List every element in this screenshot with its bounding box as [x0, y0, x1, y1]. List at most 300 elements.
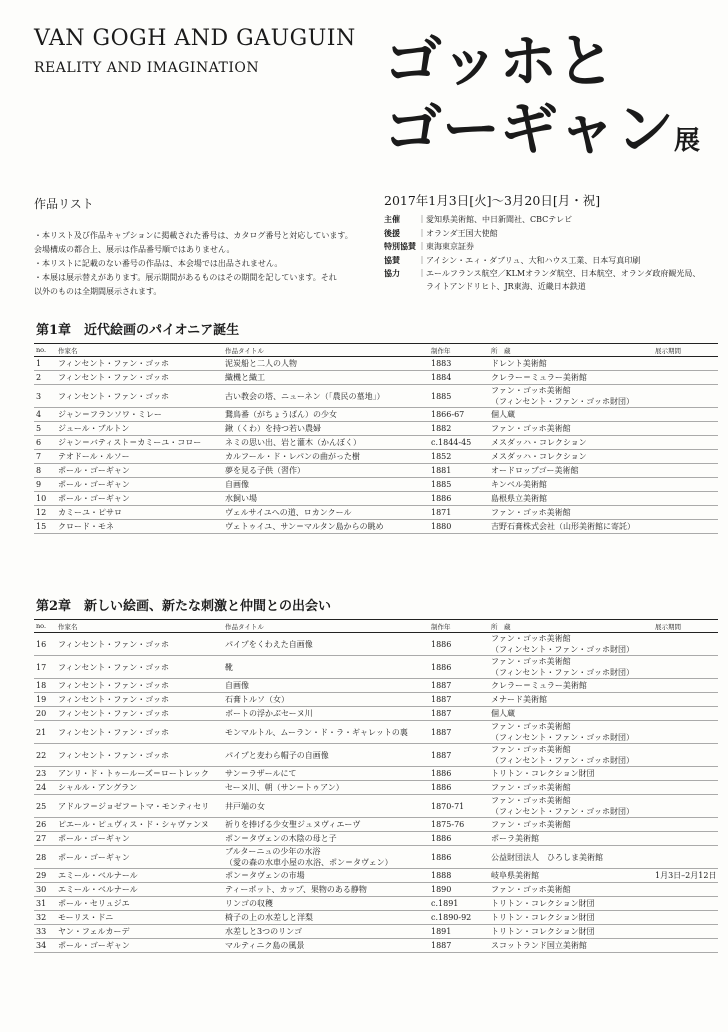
- credit-value: オランダ王国大使館: [426, 228, 498, 238]
- work-title: [223, 357, 429, 371]
- chapter1-table: [34, 343, 718, 534]
- work-collection-line: 島根県立美術館: [491, 494, 547, 503]
- work-year: 1886: [429, 492, 489, 506]
- work-title-line: 織機と織工: [225, 373, 265, 382]
- work-collection-line: トリトン・コレクション財団: [491, 769, 595, 778]
- work-year: 1891: [429, 925, 489, 939]
- table-row: [34, 450, 718, 464]
- works-list-label: 作品リスト: [34, 197, 94, 211]
- table-row: [34, 925, 718, 939]
- work-period: [653, 846, 718, 869]
- work-year: 1885: [429, 385, 489, 408]
- table-row: [34, 385, 718, 408]
- work-period: [653, 911, 718, 925]
- table-row: [34, 721, 718, 744]
- work-number: 18: [34, 679, 56, 693]
- work-title-line2: （愛の森の水車小屋の水浴、ポン＝タヴェン）: [225, 858, 393, 867]
- work-period: [653, 357, 718, 371]
- english-subtitle: REALITY AND IMAGINATION: [34, 60, 260, 76]
- work-period: [653, 818, 718, 832]
- work-period: [653, 520, 718, 534]
- work-period: [653, 767, 718, 781]
- english-title: VAN GOGH AND GAUGUIN: [34, 26, 356, 51]
- work-period: [653, 744, 718, 767]
- table-row: [34, 869, 718, 883]
- work-title: [223, 450, 429, 464]
- chapter2-heading: 第2章 新しい絵画、新たな刺激と仲間との出会い: [36, 599, 332, 614]
- work-number: 26: [34, 818, 56, 832]
- work-artist: アドルフ＝ジョゼフ＝トマ・モンティセリ: [56, 795, 223, 818]
- work-collection-line: オードロップゴー美術館: [491, 466, 579, 475]
- work-year: 1881: [429, 464, 489, 478]
- work-artist: ジャン＝バティスト＝カミーユ・コロー: [56, 436, 223, 450]
- chapter1-heading: 第1章 近代絵画のパイオニア誕生: [36, 323, 240, 338]
- work-period: [653, 925, 718, 939]
- work-period: [653, 408, 718, 422]
- work-collection-line2: （フィンセント・ファン・ゴッホ財団）: [491, 807, 635, 816]
- work-year: 1886: [429, 832, 489, 846]
- credit-separator: ｜: [418, 255, 426, 265]
- work-year: 1887: [429, 679, 489, 693]
- work-title: [223, 781, 429, 795]
- work-period: [653, 633, 718, 656]
- work-collection: [489, 357, 653, 371]
- work-collection-line: 個人蔵: [491, 410, 515, 419]
- note-line: ・本展は展示替えがあります。展示期間があるものはその期間を記しています。それ: [34, 273, 337, 282]
- work-title-line: ポン＝タヴェンの木陰の母と子: [225, 834, 337, 843]
- work-year: 1852: [429, 450, 489, 464]
- work-title-line: パイプと麦わら帽子の自画像: [225, 750, 329, 760]
- japanese-title-suffix: 展: [674, 126, 701, 156]
- work-title-line: 自画像: [225, 480, 249, 489]
- credit-key: 協賛: [384, 254, 400, 265]
- work-title: [223, 520, 429, 534]
- work-title: [223, 707, 429, 721]
- work-number: 34: [34, 939, 56, 953]
- work-period: [653, 707, 718, 721]
- credit-row: [384, 254, 700, 268]
- work-collection: [489, 371, 653, 385]
- work-title-line: ブルターニュの少年の水浴: [225, 847, 321, 856]
- work-artist: フィンセント・ファン・ゴッホ: [56, 721, 223, 744]
- table-row: [34, 693, 718, 707]
- work-number: 33: [34, 925, 56, 939]
- work-number: 24: [34, 781, 56, 795]
- table-row: [34, 781, 718, 795]
- work-artist: ポール・ゴーギャン: [56, 478, 223, 492]
- work-number: 2: [34, 371, 56, 385]
- work-title: [223, 679, 429, 693]
- work-title-line: 古い教会の塔、ニューネン（「農民の墓地」）: [225, 391, 385, 401]
- work-title: [223, 767, 429, 781]
- table-row: [34, 422, 718, 436]
- work-collection-line: ポーラ美術館: [491, 834, 539, 843]
- work-collection: [489, 633, 653, 656]
- notes-block: [34, 229, 364, 299]
- work-period: [653, 721, 718, 744]
- work-number: 16: [34, 633, 56, 656]
- work-number: 5: [34, 422, 56, 436]
- work-period: [653, 385, 718, 408]
- table-row: [34, 795, 718, 818]
- work-title-line: マルティニク島の風景: [225, 941, 305, 950]
- japanese-title-main: ゴーギャン: [384, 95, 675, 163]
- work-title-line: 鍬（くわ）を持つ若い農婦: [225, 424, 321, 433]
- work-collection-line: トリトン・コレクション財団: [491, 913, 595, 922]
- work-number: 30: [34, 883, 56, 897]
- table-row: [34, 832, 718, 846]
- chapter2-table: [34, 619, 718, 953]
- work-collection-line: ファン・ゴッホ美術館: [491, 424, 571, 433]
- work-artist: エミール・ベルナール: [56, 883, 223, 897]
- work-title-line: ボートの浮かぶセーヌ川: [225, 709, 313, 718]
- work-artist: テオドール・ルソー: [56, 450, 223, 464]
- table-row: [34, 506, 718, 520]
- work-title: [223, 656, 429, 679]
- work-collection: [489, 656, 653, 679]
- work-period: [653, 422, 718, 436]
- work-artist: エミール・ベルナール: [56, 869, 223, 883]
- work-number: 3: [34, 385, 56, 408]
- work-title: [223, 506, 429, 520]
- work-year: 1875-76: [429, 818, 489, 832]
- work-collection: [489, 707, 653, 721]
- column-header-no: no.: [34, 344, 56, 357]
- work-number: 31: [34, 897, 56, 911]
- credit-row: [384, 267, 700, 281]
- table-row: [34, 371, 718, 385]
- work-collection-line2: （フィンセント・ファン・ゴッホ財団）: [491, 756, 635, 765]
- column-header-artist: 作家名: [56, 620, 223, 633]
- table-row: [34, 897, 718, 911]
- work-number: 8: [34, 464, 56, 478]
- work-year: 1866-67: [429, 408, 489, 422]
- work-collection: [489, 520, 653, 534]
- work-artist: ポール・ゴーギャン: [56, 939, 223, 953]
- work-year: 1886: [429, 767, 489, 781]
- credit-separator: ｜: [418, 215, 426, 224]
- credit-value: 東海東京証券: [426, 242, 474, 252]
- work-number: 1: [34, 357, 56, 371]
- work-title-line: 水差しと3つのリンゴ: [225, 927, 303, 936]
- work-collection-line: 公益財団法人 ひろしま美術館: [491, 852, 603, 862]
- work-number: 9: [34, 478, 56, 492]
- work-collection: [489, 869, 653, 883]
- work-collection-line2: （フィンセント・ファン・ゴッホ財団）: [491, 733, 635, 742]
- work-number: 21: [34, 721, 56, 744]
- column-header-year: 制作年: [429, 344, 489, 357]
- work-title-line: 井戸端の女: [225, 801, 265, 811]
- work-period: [653, 371, 718, 385]
- work-title-line: リンゴの収穫: [225, 899, 273, 908]
- work-period: [653, 656, 718, 679]
- work-collection: [489, 422, 653, 436]
- work-year: 1887: [429, 744, 489, 767]
- work-year: 1887: [429, 707, 489, 721]
- work-title: [223, 832, 429, 846]
- work-artist: クロード・モネ: [56, 520, 223, 534]
- column-header-artist: 作家名: [56, 344, 223, 357]
- table-row: [34, 767, 718, 781]
- work-collection: [489, 744, 653, 767]
- work-title: [223, 721, 429, 744]
- work-year: c.1890-92: [429, 911, 489, 925]
- table-header-row: [34, 344, 718, 357]
- work-collection: [489, 795, 653, 818]
- work-number: 19: [34, 693, 56, 707]
- work-collection-line: ファン・ゴッホ美術館: [491, 745, 571, 754]
- credit-value: ライトアンドリヒト、JR東海、近畿日本鉄道: [426, 281, 586, 291]
- work-collection: [489, 450, 653, 464]
- work-artist: ピエール・ピュヴィス・ド・シャヴァンヌ: [56, 818, 223, 832]
- table-row: [34, 357, 718, 371]
- work-title: [223, 478, 429, 492]
- column-header-year: 制作年: [429, 620, 489, 633]
- work-year: 1886: [429, 633, 489, 656]
- work-collection: [489, 478, 653, 492]
- work-title-line: パイプをくわえた自画像: [225, 639, 313, 649]
- work-collection-line: ファン・ゴッホ美術館: [491, 783, 571, 792]
- japanese-title-line1: ゴッホと: [384, 27, 615, 95]
- table-row: [34, 846, 718, 869]
- work-collection-line2: （フィンセント・ファン・ゴッホ財団）: [491, 668, 635, 677]
- work-artist: フィンセント・ファン・ゴッホ: [56, 357, 223, 371]
- work-title: [223, 385, 429, 408]
- table-row: [34, 911, 718, 925]
- work-collection-line: メスダッハ・コレクション: [491, 438, 587, 447]
- work-year: 1871: [429, 506, 489, 520]
- work-collection: [489, 897, 653, 911]
- credit-key: 特別協賛: [384, 241, 416, 252]
- table-row: [34, 520, 718, 534]
- work-title-line: 椅子の上の水差しと洋梨: [225, 913, 313, 922]
- work-collection-line: ファン・ゴッホ美術館: [491, 885, 571, 894]
- japanese-title-line2: [384, 95, 701, 163]
- note-line: 会場構成の都合上、展示は作品番号順ではありません。: [34, 245, 235, 254]
- work-year: 1887: [429, 693, 489, 707]
- work-year: 1880: [429, 520, 489, 534]
- work-number: 10: [34, 492, 56, 506]
- work-collection: [489, 721, 653, 744]
- work-artist: モーリス・ドニ: [56, 911, 223, 925]
- work-collection-line: トリトン・コレクション財団: [491, 927, 595, 936]
- work-title-line: カルフール・ド・レパンの曲がった樹: [225, 452, 361, 461]
- work-title: [223, 939, 429, 953]
- work-artist: フィンセント・ファン・ゴッホ: [56, 744, 223, 767]
- work-artist: ヤン・フェルカーデ: [56, 925, 223, 939]
- work-title: [223, 408, 429, 422]
- exhibition-dates: 2017年1月3日[火]～3月20日[月・祝]: [384, 193, 601, 208]
- note-line: 以外のものは全期間展示されます。: [34, 287, 162, 296]
- work-collection-line: キンベル美術館: [491, 480, 547, 489]
- work-number: 4: [34, 408, 56, 422]
- table-row: [34, 408, 718, 422]
- work-number: 15: [34, 520, 56, 534]
- work-year: 1884: [429, 371, 489, 385]
- table-row: [34, 656, 718, 679]
- column-header-period: 展示期間: [653, 620, 718, 633]
- work-number: 22: [34, 744, 56, 767]
- work-artist: カミーユ・ピサロ: [56, 506, 223, 520]
- work-collection: [489, 925, 653, 939]
- table-header-row: [34, 620, 718, 633]
- work-collection-line: ファン・ゴッホ美術館: [491, 820, 571, 829]
- work-title-line: モンマルトル、ムーラン・ド・ラ・ギャレットの裏: [225, 727, 408, 737]
- work-artist: フィンセント・ファン・ゴッホ: [56, 707, 223, 721]
- work-collection-line: ファン・ゴッホ美術館: [491, 386, 571, 395]
- work-title: [223, 925, 429, 939]
- table-row: [34, 679, 718, 693]
- column-header-title: 作品タイトル: [223, 344, 429, 357]
- table-row: [34, 818, 718, 832]
- work-collection-line: ドレント美術館: [491, 359, 547, 368]
- work-collection-line: 個人蔵: [491, 709, 515, 718]
- work-collection-line2: （フィンセント・ファン・ゴッホ財団）: [491, 397, 635, 406]
- credits-block: [384, 213, 700, 294]
- table-row: [34, 464, 718, 478]
- work-title: [223, 744, 429, 767]
- work-period: 1月3日–2月12日: [653, 869, 718, 883]
- work-period: [653, 897, 718, 911]
- work-collection-line: ファン・ゴッホ美術館: [491, 508, 571, 517]
- work-artist: ポール・ゴーギャン: [56, 492, 223, 506]
- work-title-line: 水飼い場: [225, 494, 257, 503]
- work-period: [653, 679, 718, 693]
- work-collection: [489, 781, 653, 795]
- work-collection: [489, 911, 653, 925]
- work-collection: [489, 436, 653, 450]
- work-number: 7: [34, 450, 56, 464]
- work-title: [223, 436, 429, 450]
- work-artist: ポール・ゴーギャン: [56, 832, 223, 846]
- work-collection: [489, 818, 653, 832]
- work-collection-line: メナード美術館: [491, 695, 547, 704]
- work-year: c.1891: [429, 897, 489, 911]
- work-title-line: ヴェルサイユへの道、ロカンクール: [225, 508, 352, 517]
- work-collection-line: 岐阜県美術館: [491, 871, 539, 880]
- work-period: [653, 506, 718, 520]
- work-title: [223, 795, 429, 818]
- work-artist: ジャン＝フランソワ・ミレー: [56, 408, 223, 422]
- column-header-collection: 所 蔵: [489, 620, 653, 633]
- work-title: [223, 492, 429, 506]
- work-year: 1886: [429, 781, 489, 795]
- work-period: [653, 436, 718, 450]
- table-row: [34, 436, 718, 450]
- table-row: [34, 633, 718, 656]
- work-artist: フィンセント・ファン・ゴッホ: [56, 371, 223, 385]
- credit-row: [384, 213, 700, 227]
- work-period: [653, 939, 718, 953]
- work-title: [223, 869, 429, 883]
- work-period: [653, 492, 718, 506]
- work-number: 12: [34, 506, 56, 520]
- table-row: [34, 883, 718, 897]
- credit-row: [384, 281, 700, 294]
- credit-value: 愛知県美術館、中日新聞社、CBCテレビ: [426, 215, 573, 224]
- work-title-line: 自画像: [225, 681, 249, 690]
- column-header-no: no.: [34, 620, 56, 633]
- work-collection-line: クレラー＝ミュラー美術館: [491, 373, 587, 382]
- work-year: 1882: [429, 422, 489, 436]
- work-title: [223, 897, 429, 911]
- work-collection-line: ファン・ゴッホ美術館: [491, 634, 571, 643]
- work-collection: [489, 385, 653, 408]
- work-number: 17: [34, 656, 56, 679]
- work-collection: [489, 883, 653, 897]
- credit-row: [384, 240, 700, 254]
- work-number: 29: [34, 869, 56, 883]
- work-collection: [489, 693, 653, 707]
- work-number: 28: [34, 846, 56, 869]
- work-year: 1870-71: [429, 795, 489, 818]
- work-title-line: ネミの思い出、岩と灌木（かんぼく）: [225, 438, 361, 447]
- work-year: 1885: [429, 478, 489, 492]
- work-title: [223, 883, 429, 897]
- work-title: [223, 693, 429, 707]
- table-row: [34, 744, 718, 767]
- work-collection: [489, 846, 653, 869]
- work-title: [223, 371, 429, 385]
- work-year: 1890: [429, 883, 489, 897]
- work-artist: フィンセント・ファン・ゴッホ: [56, 633, 223, 656]
- work-title: [223, 422, 429, 436]
- work-period: [653, 478, 718, 492]
- work-year: 1886: [429, 846, 489, 869]
- work-artist: シャルル・アングラン: [56, 781, 223, 795]
- work-number: 23: [34, 767, 56, 781]
- credit-key: 後援: [384, 227, 400, 238]
- work-artist: フィンセント・ファン・ゴッホ: [56, 385, 223, 408]
- work-number: 6: [34, 436, 56, 450]
- table-row: [34, 939, 718, 953]
- work-period: [653, 693, 718, 707]
- work-title-line: 祈りを捧げる少女聖ジュヌヴィエーヴ: [225, 820, 361, 829]
- table-row: [34, 492, 718, 506]
- work-artist: ポール・セリュジエ: [56, 897, 223, 911]
- credit-separator: ｜: [418, 242, 426, 252]
- work-title-line: セーヌ川、朝（サン＝トゥアン）: [225, 783, 344, 792]
- work-period: [653, 832, 718, 846]
- work-collection: [489, 408, 653, 422]
- work-number: 27: [34, 832, 56, 846]
- work-artist: フィンセント・ファン・ゴッホ: [56, 693, 223, 707]
- work-artist: ポール・ゴーギャン: [56, 464, 223, 478]
- column-header-title: 作品タイトル: [223, 620, 429, 633]
- work-collection-line: スコットランド国立美術館: [491, 941, 587, 950]
- work-artist: ポール・ゴーギャン: [56, 846, 223, 869]
- work-title: [223, 846, 429, 869]
- work-artist: ジュール・ブルトン: [56, 422, 223, 436]
- work-title-line: 泥炭船と二人の人物: [225, 359, 297, 368]
- table-row: [34, 478, 718, 492]
- work-collection-line: ファン・ゴッホ美術館: [491, 657, 571, 666]
- work-year: 1886: [429, 656, 489, 679]
- column-header-period: 展示期間: [653, 344, 718, 357]
- column-header-collection: 所 蔵: [489, 344, 653, 357]
- work-title: [223, 911, 429, 925]
- work-title-line: 鵞鳥番（がちょうばん）の少女: [225, 410, 337, 419]
- work-artist: アンリ・ド・トゥールーズ＝ロートレック: [56, 767, 223, 781]
- work-period: [653, 883, 718, 897]
- work-title: [223, 633, 429, 656]
- table-row: [34, 707, 718, 721]
- work-year: 1888: [429, 869, 489, 883]
- work-period: [653, 795, 718, 818]
- work-collection-line: ファン・ゴッホ美術館: [491, 796, 571, 805]
- work-period: [653, 464, 718, 478]
- work-collection-line: ファン・ゴッホ美術館: [491, 722, 571, 731]
